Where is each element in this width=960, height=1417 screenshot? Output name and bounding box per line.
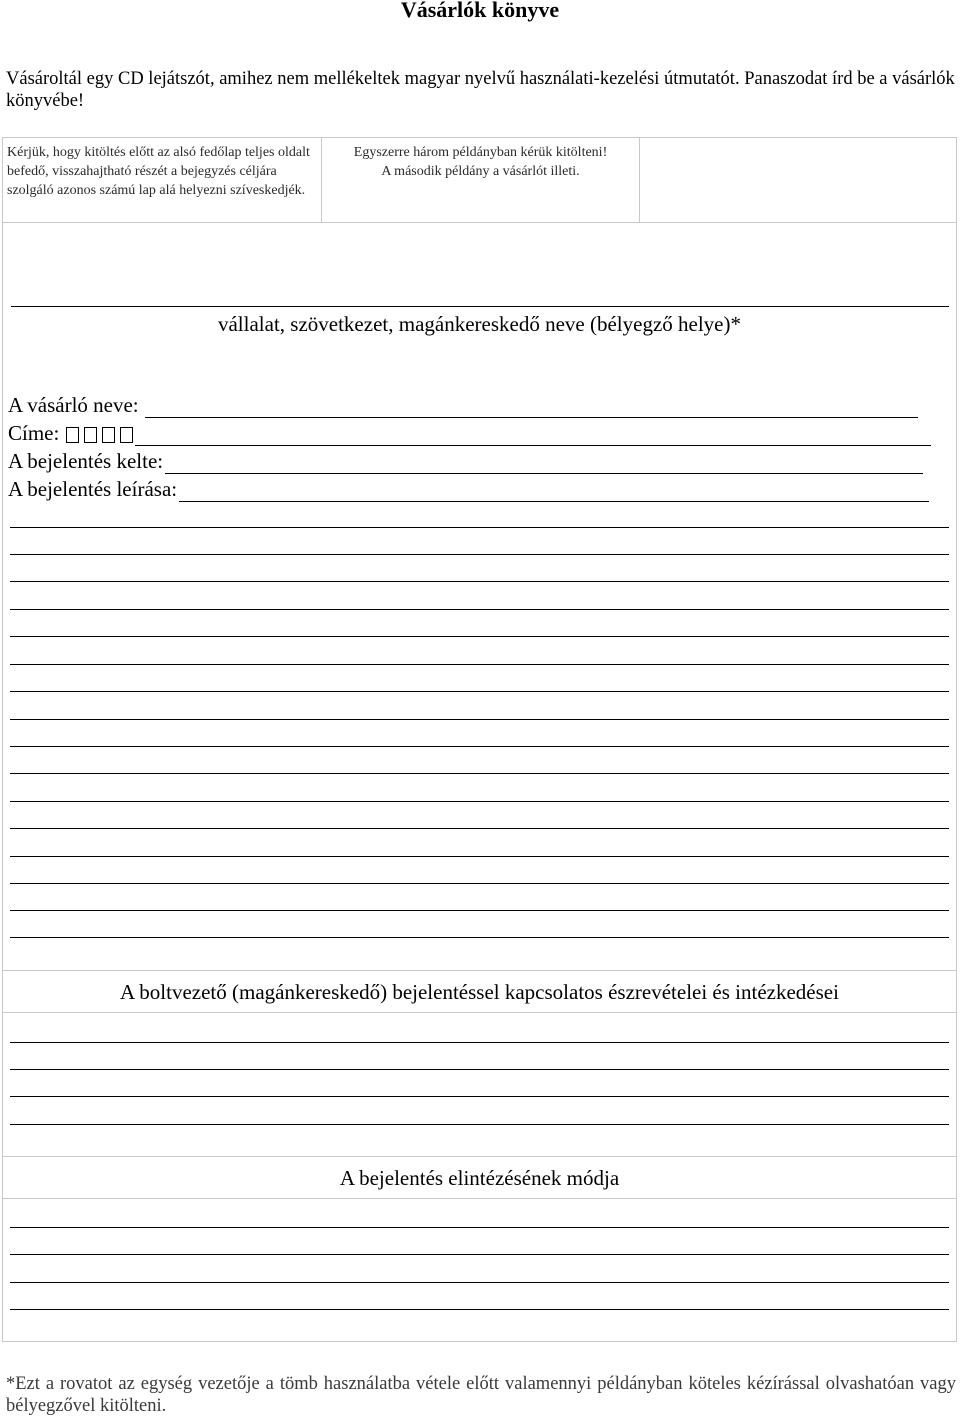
report-date-field xyxy=(8,448,923,474)
description-line[interactable] xyxy=(10,581,949,582)
report-description-label: A bejelentés leírása: xyxy=(8,477,178,501)
description-line[interactable] xyxy=(10,910,949,911)
description-line[interactable] xyxy=(10,883,949,884)
filling-instructions: Kérjük, hogy kitöltés előtt az alsó fedőlap teljes oldalt befedő, visszahajtható részét a bejegyzés céljára szolgáló azonos számú lap alá helyezni szíveskedjék. xyxy=(3,138,322,222)
description-line[interactable] xyxy=(10,773,949,774)
postal-digit-box[interactable] xyxy=(84,427,97,443)
address-field xyxy=(8,420,931,446)
stamp-line[interactable] xyxy=(11,306,949,307)
resolution-line[interactable] xyxy=(10,1309,949,1310)
postal-code-boxes[interactable] xyxy=(66,427,133,443)
buyer-name-input-line[interactable] xyxy=(145,395,918,418)
manager-notes-line[interactable] xyxy=(10,1042,949,1043)
description-line[interactable] xyxy=(10,609,949,610)
report-description-field xyxy=(8,476,929,502)
postal-digit-box[interactable] xyxy=(102,427,115,443)
description-line[interactable] xyxy=(10,828,949,829)
description-line[interactable] xyxy=(10,719,949,720)
buyer-name-label: A vásárló neve: xyxy=(8,393,139,417)
manager-notes-line[interactable] xyxy=(10,1069,949,1070)
manager-notes-line[interactable] xyxy=(10,1096,949,1097)
postal-digit-box[interactable] xyxy=(66,427,79,443)
manager-notes-line[interactable] xyxy=(10,1124,949,1125)
description-line[interactable] xyxy=(10,801,949,802)
report-date-label: A bejelentés kelte: xyxy=(8,449,164,473)
report-date-input-line[interactable] xyxy=(165,451,923,474)
description-line[interactable] xyxy=(10,664,949,665)
copies-note-line-2: A második példány a vásárlót illeti. xyxy=(381,164,580,179)
manager-notes-heading: A boltvezető (magánkereskedő) bejelentéssel kapcsolatos észrevételei és intézkedései xyxy=(120,980,839,1004)
resolution-line[interactable] xyxy=(10,1282,949,1283)
section-divider xyxy=(3,1012,956,1013)
report-description-input-line[interactable] xyxy=(179,479,929,502)
postal-digit-box[interactable] xyxy=(120,427,133,443)
description-line[interactable] xyxy=(10,937,949,938)
description-line[interactable] xyxy=(10,527,949,528)
stamp-caption: vállalat, szövetkezet, magánkereskedő neve (bélyegző helye)* xyxy=(217,312,741,336)
description-line[interactable] xyxy=(10,746,949,747)
description-line[interactable] xyxy=(10,636,949,637)
copies-note xyxy=(322,138,640,222)
page-title: Vásárlók könyve xyxy=(400,0,560,22)
description-line[interactable] xyxy=(10,554,949,555)
section-divider xyxy=(3,1156,956,1157)
section-divider xyxy=(3,970,956,971)
copies-note-line-1: Egyszerre három példányban kérük kitölteni! xyxy=(353,145,608,160)
resolution-line[interactable] xyxy=(10,1227,949,1228)
complaint-form xyxy=(2,137,957,1342)
address-input-line[interactable] xyxy=(135,423,931,446)
description-line[interactable] xyxy=(10,856,949,857)
resolution-line[interactable] xyxy=(10,1254,949,1255)
footnote: *Ezt a rovatot az egység vezetője a tömb használatba vétele előtt valamennyi példányban köteles kézírással olvashatóan vagy bélyegzővel kitölteni. xyxy=(6,1374,956,1416)
blank-cell xyxy=(640,138,956,222)
task-intro: Vásároltál egy CD lejátszót, amihez nem mellékeltek magyar nyelvű használati-kezelési útmutatót. Panaszodat írd be a vásárlók könyvébe! xyxy=(6,69,955,111)
instructions-row xyxy=(3,138,956,223)
address-label: Címe: xyxy=(8,421,60,445)
section-divider xyxy=(3,1198,956,1199)
resolution-heading: A bejelentés elintézésének módja xyxy=(339,1166,620,1190)
description-line[interactable] xyxy=(10,691,949,692)
buyer-name-field xyxy=(8,392,918,418)
